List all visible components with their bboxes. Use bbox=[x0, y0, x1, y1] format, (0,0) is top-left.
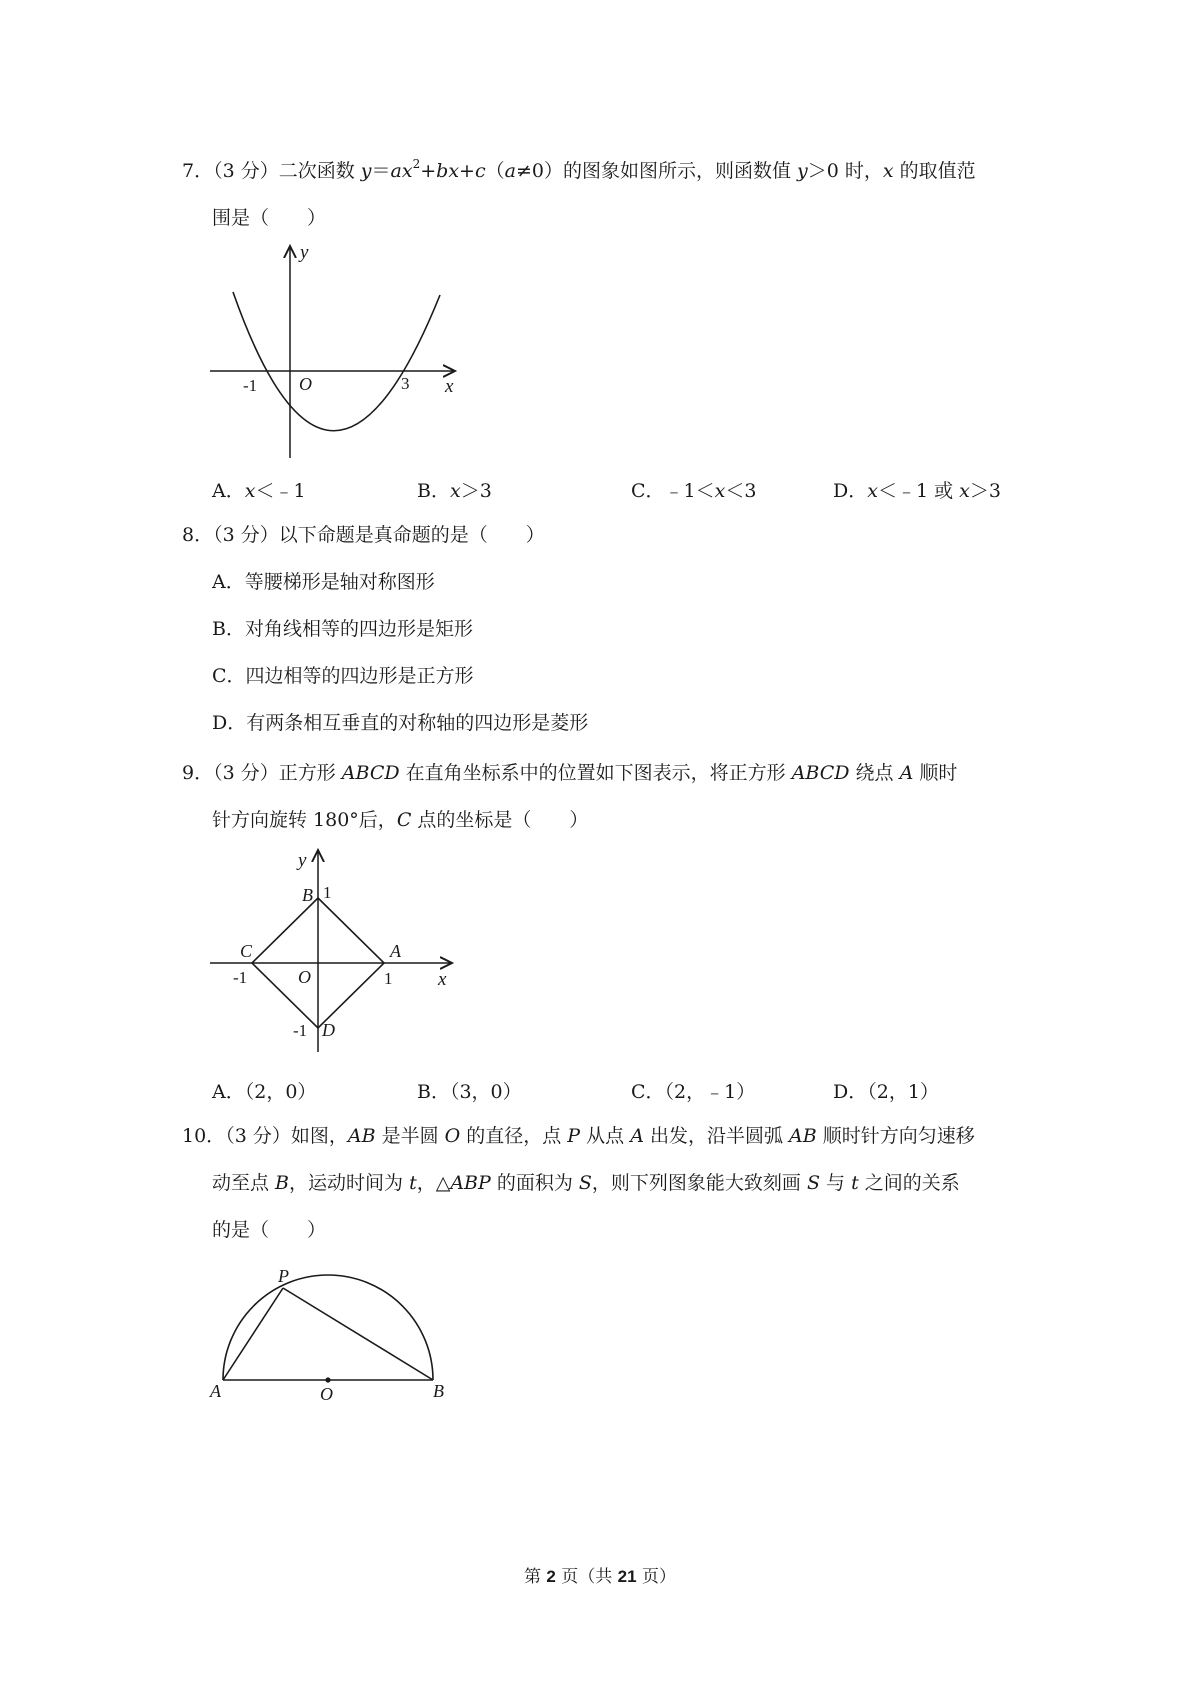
question-text: ≠0）的图象如图所示，则函数值 bbox=[515, 160, 798, 182]
root-label-3: 3 bbox=[401, 374, 410, 393]
total-page-count: 21 bbox=[617, 1567, 637, 1586]
question-9 bbox=[182, 750, 1042, 844]
math-var: O bbox=[444, 1125, 461, 1147]
point-label-b: B bbox=[433, 1381, 444, 1401]
option-letter: B． bbox=[417, 1081, 450, 1103]
math-var: S bbox=[806, 1172, 820, 1194]
math-var: x bbox=[401, 160, 413, 182]
question-text: 二次函数 bbox=[278, 160, 361, 182]
point-label-d: D bbox=[322, 1020, 335, 1040]
option-b[interactable] bbox=[182, 606, 1042, 653]
math-var: ABP bbox=[450, 1172, 491, 1194]
question-8 bbox=[182, 512, 1042, 747]
point-label-a: A bbox=[210, 1381, 221, 1401]
question-10-line-1 bbox=[182, 1113, 1042, 1160]
question-text: ，△ bbox=[416, 1172, 451, 1194]
math-var: P bbox=[567, 1125, 581, 1147]
option-text: 等腰梯形是轴对称图形 bbox=[244, 571, 435, 593]
math-var: ABCD bbox=[341, 762, 400, 784]
math-var: x bbox=[448, 160, 460, 182]
tick-label-x-1: 1 bbox=[384, 969, 393, 988]
tick-label-x-neg1: -1 bbox=[233, 968, 248, 987]
option-letter: A． bbox=[212, 480, 245, 502]
question-text: ，运动时间为 bbox=[289, 1172, 410, 1194]
question-text: 以下命题是真命题的是（ ） bbox=[278, 524, 545, 546]
question-text: 顺时 bbox=[913, 762, 958, 784]
center-point bbox=[325, 1377, 330, 1382]
parabola-curve bbox=[233, 292, 440, 431]
math-var: AB bbox=[789, 1125, 817, 1147]
option-c[interactable] bbox=[631, 476, 756, 503]
question-10-line-3: 的是（ ） bbox=[212, 1219, 327, 1241]
question-9-line-2 bbox=[182, 797, 1042, 844]
question-text: 出发，沿半圆弧 bbox=[643, 1125, 790, 1147]
question-text: ＞0 时， bbox=[807, 160, 883, 182]
question-number: 10． bbox=[182, 1125, 226, 1147]
math-var: c bbox=[474, 160, 486, 182]
tick-label-y-1: 1 bbox=[323, 883, 332, 902]
footer-text: 第 bbox=[523, 1567, 547, 1587]
point-label-c: C bbox=[240, 941, 253, 961]
point-label-a: A bbox=[390, 941, 401, 961]
question-text: 的面积为 bbox=[490, 1172, 579, 1194]
math-var: t bbox=[409, 1172, 417, 1194]
question-8-stem bbox=[182, 512, 1042, 559]
option-a[interactable] bbox=[182, 559, 1042, 606]
option-letter: C． bbox=[631, 480, 665, 502]
option-letter: D． bbox=[833, 480, 868, 502]
math-op: + bbox=[420, 160, 437, 182]
question-7 bbox=[182, 148, 1042, 242]
option-text: ＜﹣1 或 bbox=[877, 480, 960, 502]
question-text: 从点 bbox=[580, 1125, 631, 1147]
option-d[interactable] bbox=[182, 700, 1042, 747]
question-text: （ bbox=[485, 160, 505, 182]
segment-pa bbox=[223, 1288, 283, 1380]
question-10 bbox=[182, 1113, 1042, 1254]
question-score: （3 分） bbox=[213, 524, 279, 546]
question-text: 如图， bbox=[290, 1125, 348, 1147]
question-text: 的直径，点 bbox=[460, 1125, 568, 1147]
option-text: ＜﹣1 bbox=[255, 480, 306, 502]
question-text: 点的坐标是（ ） bbox=[411, 809, 589, 831]
option-text: ＞3 bbox=[460, 480, 492, 502]
question-score: （3 分） bbox=[213, 762, 279, 784]
point-label-p: P bbox=[278, 1266, 289, 1286]
math-var: A bbox=[899, 762, 914, 784]
y-axis-label: y bbox=[300, 242, 309, 263]
option-letter: A． bbox=[212, 1081, 245, 1103]
option-letter: B． bbox=[212, 618, 245, 640]
math-var: A bbox=[630, 1125, 644, 1147]
y-axis-label: y bbox=[298, 850, 307, 871]
question-number: 7． bbox=[182, 160, 214, 182]
option-text: 对角线相等的四边形是矩形 bbox=[244, 618, 473, 640]
math-var: AB bbox=[347, 1125, 376, 1147]
math-var: a bbox=[504, 160, 516, 182]
math-var: a bbox=[390, 160, 402, 182]
math-var: y bbox=[797, 160, 808, 182]
option-letter: D． bbox=[833, 1081, 868, 1103]
math-var: x bbox=[244, 480, 256, 502]
point-label-o: O bbox=[320, 1384, 333, 1404]
math-var: B bbox=[275, 1172, 290, 1194]
question-text: 动至点 bbox=[212, 1172, 276, 1194]
math-var: x bbox=[449, 480, 461, 502]
origin-label: O bbox=[298, 967, 311, 987]
question-10-line-2 bbox=[182, 1160, 1042, 1207]
option-text: （2，﹣1） bbox=[664, 1081, 756, 1103]
question-text: 之间的关系 bbox=[858, 1172, 960, 1194]
option-c[interactable] bbox=[631, 1077, 755, 1104]
question-score: （3 分） bbox=[213, 160, 279, 182]
option-b[interactable] bbox=[417, 476, 492, 503]
question-text: 绕点 bbox=[849, 762, 900, 784]
option-text: ＞3 bbox=[969, 480, 1001, 502]
parabola-graph bbox=[205, 238, 465, 463]
question-7-line-2: 围是（ ） bbox=[212, 207, 327, 229]
origin-label: O bbox=[299, 374, 312, 394]
question-text: 顺时针方向匀速移 bbox=[816, 1125, 975, 1147]
option-c[interactable] bbox=[182, 653, 1042, 700]
question-text: 与 bbox=[820, 1172, 852, 1194]
option-a[interactable] bbox=[212, 1077, 316, 1104]
question-text: 在直角坐标系中的位置如下图表示，将正方形 bbox=[399, 762, 792, 784]
option-text: ﹣1＜ bbox=[664, 480, 715, 502]
math-var: S bbox=[578, 1172, 592, 1194]
math-var: x bbox=[714, 480, 726, 502]
segment-pb bbox=[283, 1288, 433, 1380]
question-7-line-1 bbox=[182, 148, 1042, 195]
footer-text: 页（共 bbox=[555, 1567, 618, 1587]
math-op: ＝ bbox=[371, 160, 391, 182]
question-text: 针方向旋转 180°后， bbox=[212, 809, 397, 831]
option-a[interactable] bbox=[212, 476, 306, 503]
question-score: （3 分） bbox=[225, 1125, 291, 1147]
math-var: x bbox=[882, 160, 894, 182]
option-b[interactable] bbox=[417, 1077, 522, 1104]
math-var: x bbox=[867, 480, 878, 502]
page-footer bbox=[0, 1562, 1200, 1587]
square-graph bbox=[205, 845, 465, 1055]
option-text: （2，1） bbox=[867, 1081, 939, 1103]
math-var: y bbox=[360, 160, 372, 182]
option-letter: C． bbox=[212, 665, 246, 687]
point-label-b: B bbox=[302, 885, 313, 905]
option-text: （3，0） bbox=[449, 1081, 522, 1103]
question-text: 正方形 bbox=[278, 762, 342, 784]
math-var: C bbox=[396, 809, 412, 831]
question-text: ，则下列图象能大致刻画 bbox=[591, 1172, 807, 1194]
option-text: ＜3 bbox=[725, 480, 757, 502]
option-text: 有两条相互垂直的对称轴的四边形是菱形 bbox=[246, 712, 589, 734]
tick-label-y-neg1: -1 bbox=[293, 1021, 308, 1040]
semicircle-arc bbox=[223, 1275, 433, 1380]
option-d[interactable] bbox=[833, 1077, 939, 1104]
semicircle-graph bbox=[205, 1260, 455, 1404]
x-axis-label: x bbox=[445, 376, 454, 397]
option-letter: C． bbox=[631, 1081, 665, 1103]
question-number: 9． bbox=[182, 762, 214, 784]
question-9-line-1 bbox=[182, 750, 1042, 797]
option-d[interactable] bbox=[833, 476, 1001, 503]
root-label-neg1: -1 bbox=[243, 376, 258, 395]
footer-text: 页） bbox=[636, 1567, 676, 1587]
x-axis-label: x bbox=[438, 969, 447, 990]
option-letter: D． bbox=[212, 712, 247, 734]
math-exponent: 2 bbox=[412, 157, 421, 171]
option-letter: B． bbox=[417, 480, 450, 502]
math-op: + bbox=[459, 160, 475, 182]
option-letter: A． bbox=[212, 571, 245, 593]
option-text: （2，0） bbox=[244, 1081, 317, 1103]
math-var: t bbox=[851, 1172, 859, 1194]
math-var: b bbox=[436, 160, 449, 182]
math-var: ABCD bbox=[791, 762, 850, 784]
question-text: 是半圆 bbox=[375, 1125, 445, 1147]
question-text: 的取值范 bbox=[893, 160, 976, 182]
option-text: 四边相等的四边形是正方形 bbox=[245, 665, 474, 687]
current-page-number: 2 bbox=[546, 1567, 556, 1586]
math-var: x bbox=[959, 480, 970, 502]
question-number: 8． bbox=[182, 524, 214, 546]
